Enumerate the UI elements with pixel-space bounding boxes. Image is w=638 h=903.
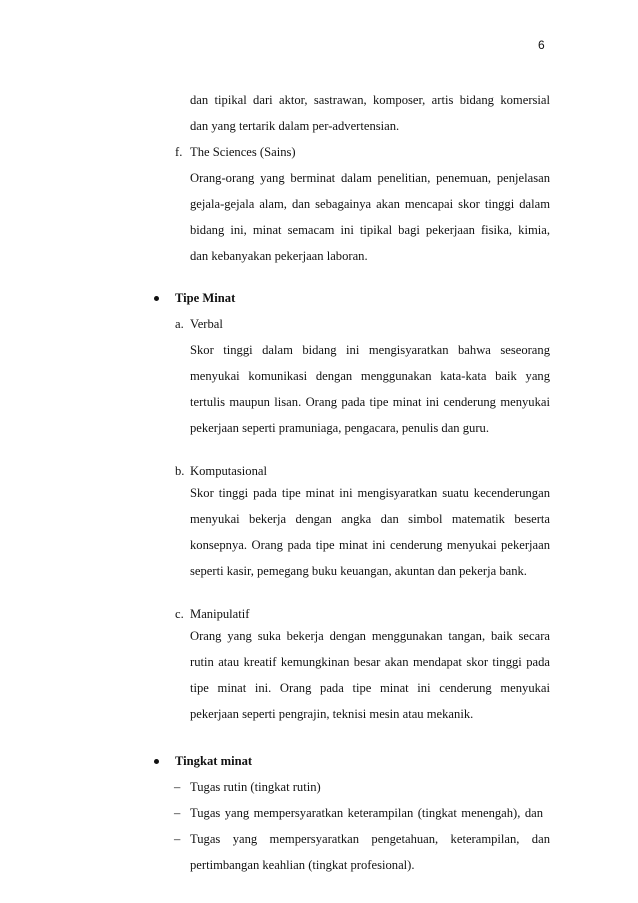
item-label: f. [175,145,183,159]
text-line: menyukai bekerja dengan angka dan simbol matematik beserta [190,512,550,526]
text-line: dan yang tertarik dalam per-advertensian. [190,119,400,133]
text-line: Orang yang suka bekerja dengan menggunakan tangan, baik secara [190,629,550,643]
item-title: Manipulatif [190,607,250,621]
text-line: konsepnya. Orang pada tipe minat ini cenderung menyukai pekerjaan [190,538,550,552]
item-title: The Sciences (Sains) [190,145,296,159]
page-number: 6 [538,38,545,52]
bullet-icon [154,759,159,764]
text-line: tertulis maupun lisan. Orang pada tipe minat ini cenderung menyukai [190,395,550,409]
text-line: Orang-orang yang berminat dalam penelitian, penemuan, penjelasan [190,171,550,185]
section-heading: Tipe Minat [175,291,236,305]
text-line: menyukai komunikasi dengan menggunakan kata-kata baik yang [190,369,550,383]
item-title: Komputasional [190,464,267,478]
dash-icon: – [174,780,181,794]
list-item: Tugas rutin (tingkat rutin) [190,780,321,794]
dash-icon: – [174,832,181,846]
text-line: dan tipikal dari aktor, sastrawan, komposer, artis bidang komersial [190,93,550,107]
text-line: pekerjaan seperti pramuniaga, pengacara, penulis dan guru. [190,421,489,435]
text-line: seperti kasir, pemegang buku keuangan, akuntan dan pekerja bank. [190,564,527,578]
text-line: Skor tinggi pada tipe minat ini mengisyaratkan suatu kecenderungan [190,486,550,500]
item-label: c. [175,607,184,621]
dash-icon: – [174,806,181,820]
bullet-icon [154,296,159,301]
text-line: Skor tinggi dalam bidang ini mengisyaratkan bahwa seseorang [190,343,550,357]
text-line: rutin atau kreatif kemungkinan besar akan mendapat skor tinggi pada [190,655,550,669]
text-line: bidang ini, minat semacam ini tipikal bagi pekerjaan fisika, kimia, [190,223,550,237]
item-title: Verbal [190,317,223,331]
item-label: b. [175,464,185,478]
text-line: tipe minat ini. Orang pada tipe minat ini cenderung menyukai [190,681,550,695]
section-heading: Tingkat minat [175,754,253,768]
list-item: Tugas yang mempersyaratkan pengetahuan, keterampilan, dan [190,832,550,846]
list-item: Tugas yang mempersyaratkan keterampilan (tingkat menengah), dan [190,806,543,820]
text-line: pertimbangan keahlian (tingkat profesional). [190,858,415,872]
item-label: a. [175,317,184,331]
text-line: pekerjaan seperti pengrajin, teknisi mesin atau mekanik. [190,707,474,721]
text-line: gejala-gejala alam, dan sebagainya akan mencapai skor tinggi dalam [190,197,550,211]
text-line: dan kebanyakan pekerjaan laboran. [190,249,368,263]
